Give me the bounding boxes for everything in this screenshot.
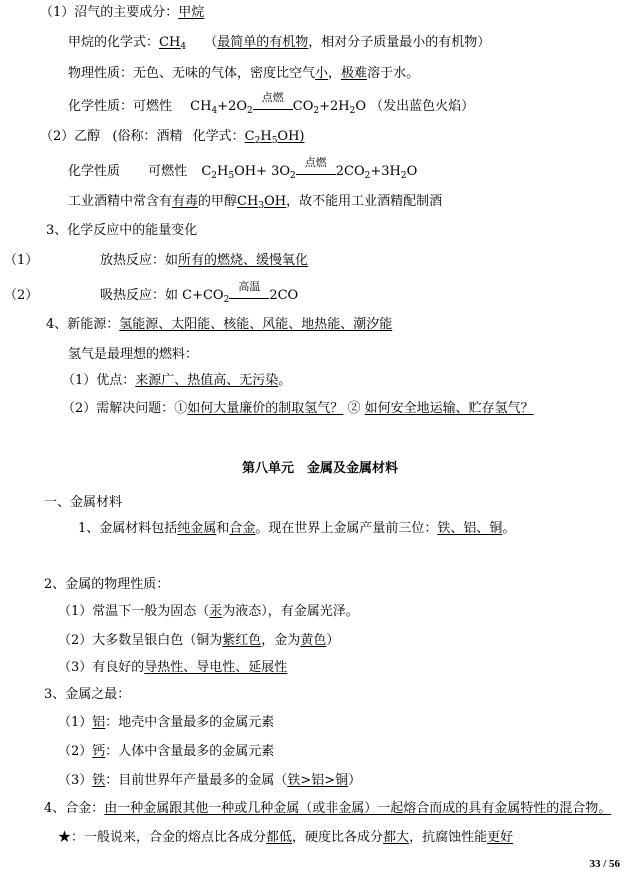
equation: $CH_4+2O_2$ 点燃 $CO_2+2H_2O$ [190, 91, 367, 116]
text: （ [204, 35, 218, 50]
line-metal-materials: 一、金属材料 [44, 495, 123, 510]
text: （1）沼气的主要成分： [40, 5, 179, 20]
line-metal-materials-include: 1、金属材料包括纯金属和合金。现在世界上金属产量前三位：铁、铝、铜。 [78, 521, 516, 536]
line-exothermic: （1） 放热反应：如所有的燃烧、缓慢氧化 [4, 253, 309, 268]
ethanol-formula: $C_2H_5OH$) [244, 129, 305, 146]
line-energy-change: 3、化学反应中的能量变化 [46, 223, 198, 238]
underlined-text: 甲烷 [178, 5, 205, 20]
line-methane-physical: 物理性质：无色、无味的气体，密度比空气小，极难溶于水。 [68, 66, 420, 81]
line-methane-component [40, 4, 204, 22]
line-calcium: （2）钙：人体中含量最多的金属元素 [58, 744, 275, 759]
line-ethanol: （2）乙醇 (俗称：酒精 化学式：$C_2H_5OH$) [40, 129, 305, 146]
line-hydrogen: 氢气是最理想的燃料： [68, 347, 199, 362]
methane-formula: $CH_4$ [159, 35, 187, 52]
line-metal-superlatives: 3、金属之最： [44, 687, 131, 702]
line-conductivity: （3）有良好的导热性、导电性、延展性 [58, 660, 288, 675]
underlined-text: 最简单的有机物 [217, 35, 309, 50]
line-physical-properties: 2、金属的物理性质： [44, 577, 170, 592]
line-methane-chemical: 化学性质：可燃性 $CH_4+2O_2$ 点燃 $CO_2+2H_2O$ （发出蓝色火焰） [68, 91, 475, 116]
unit-8-title: 第八单元 金属及金属材料 [241, 461, 398, 476]
text: 甲烷的化学式： [68, 35, 160, 50]
line-aluminum: （1）铝：地壳中含量最多的金属元素 [58, 715, 275, 730]
line-endothermic: （2） 吸热反应：如 $C+CO_2$ 高温 2CO [4, 280, 299, 305]
line-ethanol-chemical: 化学性质 可燃性 $C_2H_5OH+ 3O_2$ 点燃 $2CO_2+3H_2O$ [68, 156, 418, 181]
line-alloy-note: ★：一般说来，合金的熔点比各成分都低，硬度比各成分都大，抗腐蚀性能更好 [58, 830, 514, 845]
line-solid-state: （1）常温下一般为固态（汞为液态），有金属光泽。 [58, 604, 359, 619]
methanol-formula: $CH_3OH$ [237, 194, 287, 211]
line-methane-formula [68, 34, 490, 52]
reaction-arrow: 高温 [229, 289, 269, 299]
page-number: 33 / 56 [589, 858, 620, 870]
equation: $C_2H_5OH+ 3O_2$ 点燃 $2CO_2+3H_2O$ [201, 156, 418, 181]
line-hydrogen-problems: （2）需解决问题：①如何大量廉价的制取氢气？ ② 如何安全地运输、贮存氢气？ [62, 401, 534, 416]
reaction-arrow: 点燃 [253, 100, 293, 110]
line-silver-white: （2）大多数呈银白色（铜为紫红色，金为黄色） [58, 633, 340, 648]
line-alloy: 4、合金：由一种金属跟其他一种或几种金属（或非金属）一起熔合而成的具有金属特性的混合物。 [44, 801, 612, 816]
reaction-arrow: 点燃 [296, 165, 336, 175]
text: ，相对分子质量最小的有机物） [308, 35, 491, 50]
line-new-energy: 4、新能源：氢能源、太阳能、核能、风能、地热能、潮汐能 [46, 317, 393, 332]
line-hydrogen-advantage: （1）优点：来源广、热值高、无污染。 [62, 373, 292, 388]
line-industrial-alcohol: 工业酒精中常含有有毒的甲醇$CH_3OH$，故不能用工业酒精配制酒 [68, 194, 443, 211]
line-iron: （3）铁：目前世界年产量最多的金属（铁>铝>铜） [58, 773, 362, 788]
